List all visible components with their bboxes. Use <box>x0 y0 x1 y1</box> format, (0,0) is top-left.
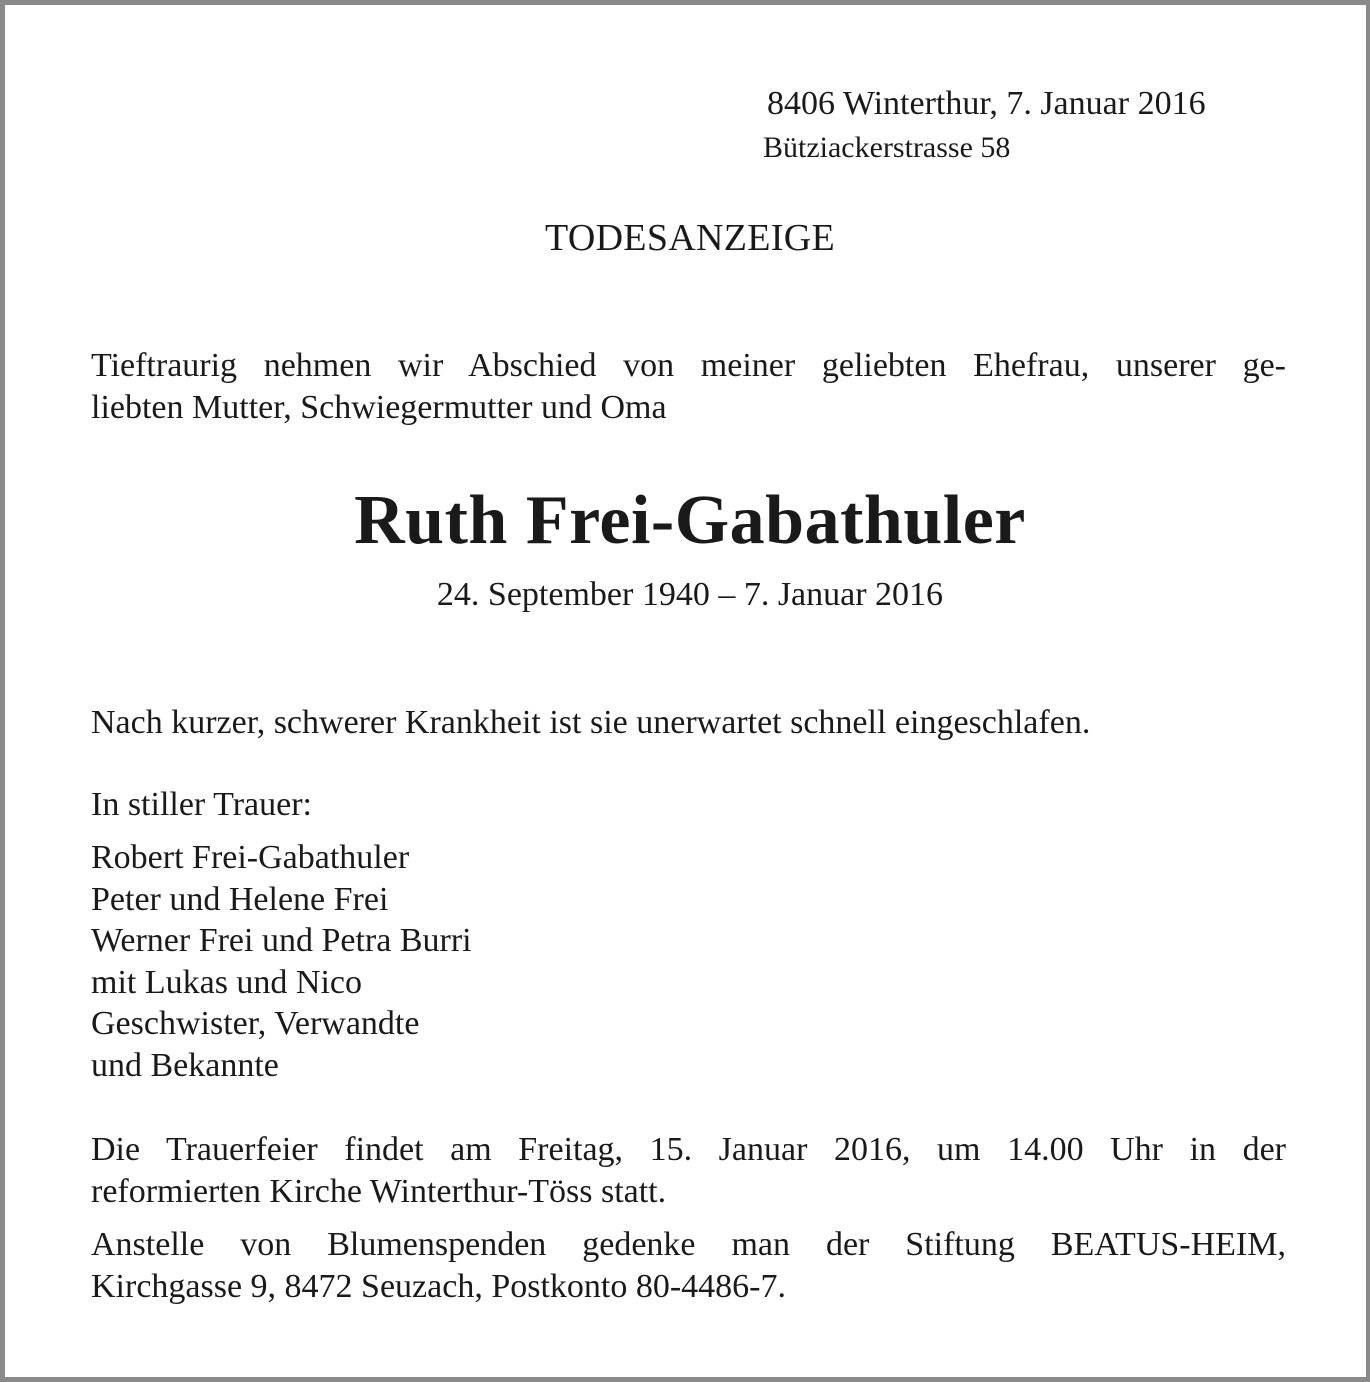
mourners-list <box>91 837 472 1086</box>
intro-line-2: liebten Mutter, Schwiegermutter und Oma <box>91 389 667 426</box>
mourner-name: und Bekannte <box>91 1046 279 1084</box>
service-line-2: reformierten Kirche Winterthur-Töss statt. <box>91 1173 667 1210</box>
service-info <box>91 1129 1286 1213</box>
deceased-name: Ruth Frei-Gabathuler <box>354 482 1026 559</box>
service-line-1: Die Trauerfeier findet am Freitag, 15. Januar 2016, um 14.00 Uhr in der <box>91 1131 1286 1168</box>
intro-line-1: Tieftraurig nehmen wir Abschied von meiner geliebten Ehefrau, unserer ge- <box>91 347 1286 384</box>
place-and-date: 8406 Winterthur, 7. Januar 2016 <box>767 85 1206 122</box>
intro-text <box>91 345 1286 429</box>
mourner-name: Peter und Helene Frei <box>91 880 389 918</box>
donation-line-1: Anstelle von Blumenspenden gedenke man der Stiftung BEATUS-HEIM, <box>91 1226 1286 1263</box>
mourner-name: Geschwister, Verwandte <box>91 1005 420 1042</box>
mourning-label: In stiller Trauer: <box>91 786 312 823</box>
circumstance-text: Nach kurzer, schwerer Krankheit ist sie unerwartet schnell eingeschlafen. <box>91 704 1091 741</box>
notice-title: TODESANZEIGE <box>545 217 835 259</box>
street-address: Bütziackerstrasse 58 <box>763 131 1011 164</box>
mourner-name: Robert Frei-Gabathuler <box>91 839 410 876</box>
donation-line-2: Kirchgasse 9, 8472 Seuzach, Postkonto 80-4486-7. <box>91 1268 787 1305</box>
life-dates: 24. September 1940 – 7. Januar 2016 <box>436 576 944 613</box>
mourner-name: mit Lukas und Nico <box>91 963 363 1001</box>
donation-info <box>91 1224 1286 1308</box>
mourner-name: Werner Frei und Petra Burri <box>91 922 472 959</box>
